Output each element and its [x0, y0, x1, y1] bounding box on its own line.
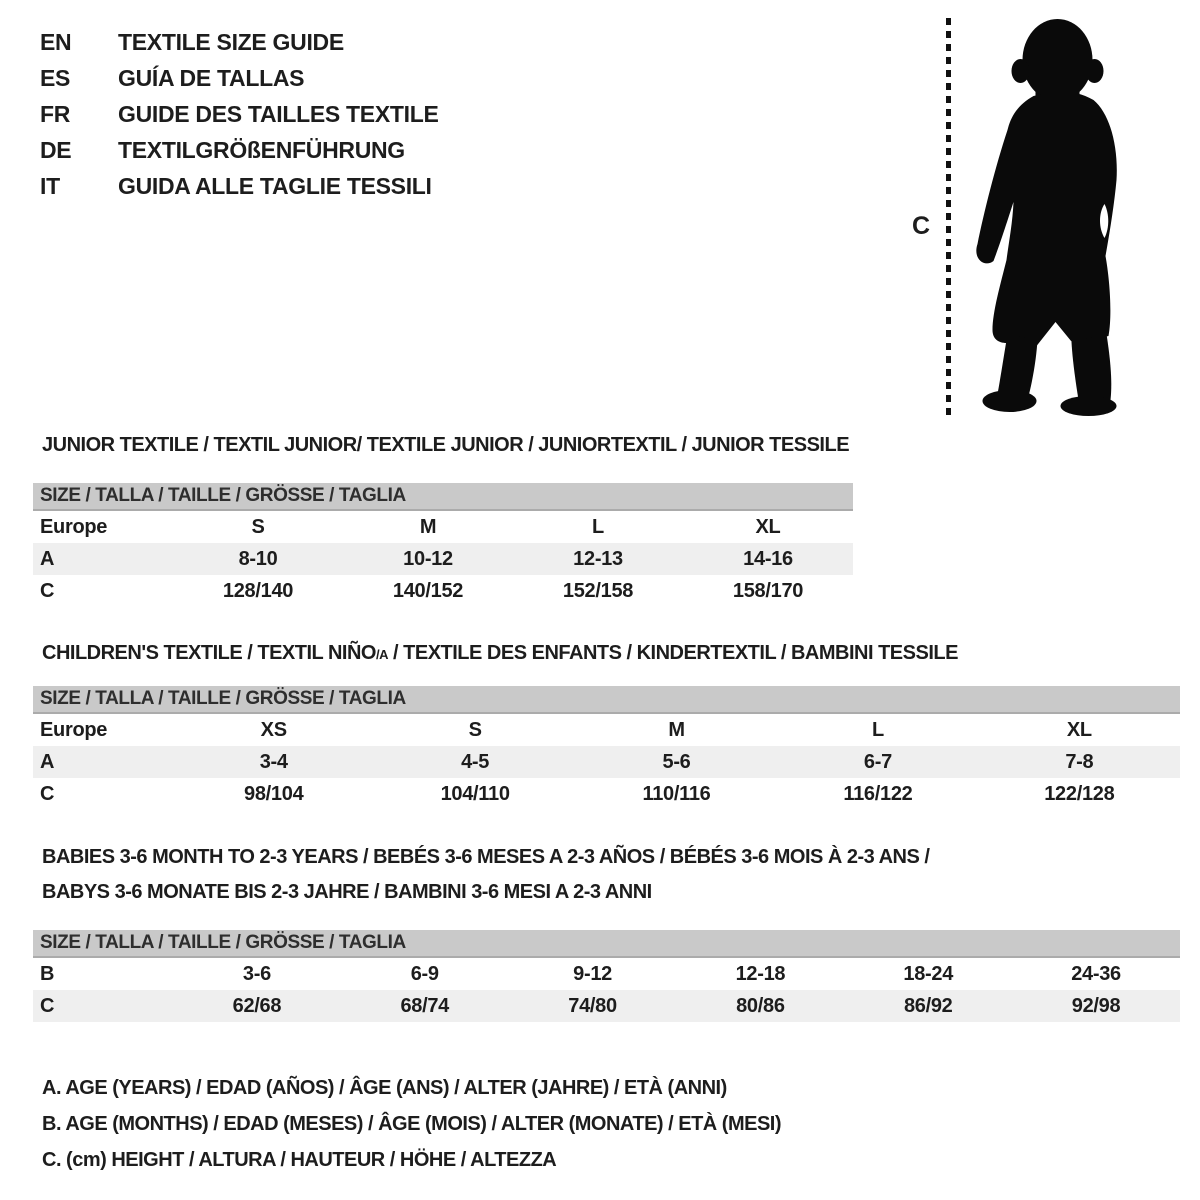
language-code: EN — [40, 28, 72, 55]
size-cell: XL — [755, 515, 781, 538]
size-header-bar: SIZE / TALLA / TAILLE / GRÖSSE / TAGLIA — [33, 930, 1180, 958]
size-cell: S — [251, 515, 265, 538]
language-title: TEXTILGRÖßENFÜHRUNG — [118, 136, 405, 163]
height-cell: 74/80 — [568, 994, 617, 1017]
language-row-en — [40, 24, 439, 60]
children-section-title — [42, 642, 958, 665]
language-code: ES — [40, 64, 71, 91]
children-size-table — [33, 686, 1180, 810]
table-row-europe — [33, 714, 1180, 746]
row-label: C — [40, 782, 55, 805]
height-cell: 128/140 — [222, 579, 294, 602]
height-cell: 62/68 — [232, 994, 282, 1017]
row-label: Europe — [40, 718, 108, 741]
height-cell: 68/74 — [400, 994, 450, 1017]
age-cell: 14-16 — [743, 547, 793, 570]
age-cell: 5-6 — [662, 750, 691, 773]
babies-section-title-line2: BABYS 3-6 MONATE BIS 2-3 JAHRE / BAMBINI 3-6 MESI A 2-3 ANNI — [42, 881, 652, 903]
months-cell: 6-9 — [410, 962, 439, 985]
language-title: TEXTILE SIZE GUIDE — [118, 28, 344, 55]
size-cell: S — [468, 718, 482, 741]
size-cell: XL — [1066, 718, 1092, 741]
legend-line-b: B. AGE (MONTHS) / EDAD (MESES) / ÂGE (MOIS) / ALTER (MONATE) / ETÀ (MESI) — [42, 1113, 782, 1135]
table-row-height — [33, 778, 1180, 810]
children-title-subscript: /A — [375, 647, 388, 662]
table-row-europe — [33, 511, 853, 543]
language-row-it — [40, 168, 439, 204]
height-cell: 116/122 — [843, 782, 913, 805]
height-cell: 110/116 — [642, 782, 711, 805]
height-cell: 92/98 — [1071, 994, 1121, 1017]
size-header-bar: SIZE / TALLA / TAILLE / GRÖSSE / TAGLIA — [33, 483, 853, 511]
months-cell: 3-6 — [242, 962, 271, 985]
height-cell: 80/86 — [736, 994, 785, 1017]
language-code: DE — [40, 136, 72, 163]
row-label: B — [40, 962, 55, 985]
row-label: C — [40, 994, 55, 1017]
table-row-age — [33, 543, 853, 575]
children-title-rest: / TEXTILE DES ENFANTS / KINDERTEXTIL / BAMBINI TESSILE — [387, 642, 958, 664]
height-cell: 98/104 — [244, 782, 304, 805]
babies-size-table — [33, 930, 1180, 1022]
age-cell: 3-4 — [259, 750, 288, 773]
language-code: FR — [40, 100, 71, 127]
age-cell: 4-5 — [461, 750, 490, 773]
language-title: GUIDE DES TAILLES TEXTILE — [118, 100, 439, 127]
table-row-months — [33, 958, 1180, 990]
height-cell: 140/152 — [392, 579, 464, 602]
height-cell: 104/110 — [440, 782, 510, 805]
height-cell: 86/92 — [903, 994, 953, 1017]
months-cell: 9-12 — [573, 962, 612, 985]
size-cell: M — [668, 718, 685, 741]
row-label: A — [40, 750, 55, 773]
age-cell: 7-8 — [1065, 750, 1094, 773]
language-row-de — [40, 132, 439, 168]
age-cell: 12-13 — [573, 547, 623, 570]
junior-section-title: JUNIOR TEXTILE / TEXTIL JUNIOR/ TEXTILE JUNIOR / JUNIORTEXTIL / JUNIOR TESSILE — [42, 434, 850, 456]
language-title: GUÍA DE TALLAS — [118, 64, 305, 91]
legend-line-a: A. AGE (YEARS) / EDAD (AÑOS) / ÂGE (ANS) / ALTER (JAHRE) / ETÀ (ANNI) — [42, 1077, 727, 1099]
months-cell: 18-24 — [903, 962, 954, 985]
size-cell: XS — [260, 718, 287, 741]
height-measure-dotted-line — [946, 18, 951, 418]
language-title: GUIDA ALLE TAGLIE TESSILI — [118, 172, 432, 199]
junior-size-table — [33, 483, 853, 607]
table-row-age — [33, 746, 1180, 778]
months-cell: 12-18 — [735, 962, 786, 985]
legend-line-c: C. (cm) HEIGHT / ALTURA / HAUTEUR / HÖHE / ALTEZZA — [42, 1149, 557, 1171]
row-label: Europe — [40, 515, 108, 538]
language-row-es — [40, 60, 439, 96]
row-label: C — [40, 579, 55, 602]
size-cell: L — [592, 515, 604, 538]
children-title-main: CHILDREN'S TEXTILE / TEXTIL NIÑO — [42, 642, 376, 664]
babies-section-title-line1: BABIES 3-6 MONTH TO 2-3 YEARS / BEBÉS 3-6 MESES A 2-3 AÑOS / BÉBÉS 3-6 MOIS À 2-3 ANS / — [42, 846, 930, 868]
language-title-list — [40, 24, 439, 204]
age-cell: 10-12 — [403, 547, 453, 570]
size-cell: L — [871, 718, 884, 741]
size-cell: M — [419, 515, 437, 538]
row-label: A — [40, 547, 55, 570]
size-header-bar: SIZE / TALLA / TAILLE / GRÖSSE / TAGLIA — [33, 686, 1180, 714]
legend — [42, 1070, 781, 1178]
table-row-height — [33, 990, 1180, 1022]
height-cell: 158/170 — [732, 579, 804, 602]
table-row-height — [33, 575, 853, 607]
age-cell: 8-10 — [238, 547, 278, 570]
height-cell: 152/158 — [562, 579, 634, 602]
measure-label-c: C — [912, 212, 930, 240]
months-cell: 24-36 — [1071, 962, 1121, 985]
language-code: IT — [40, 172, 60, 199]
age-cell: 6-7 — [863, 750, 892, 773]
height-cell: 122/128 — [1044, 782, 1115, 805]
toddler-silhouette-image — [966, 16, 1134, 418]
language-row-fr — [40, 96, 439, 132]
